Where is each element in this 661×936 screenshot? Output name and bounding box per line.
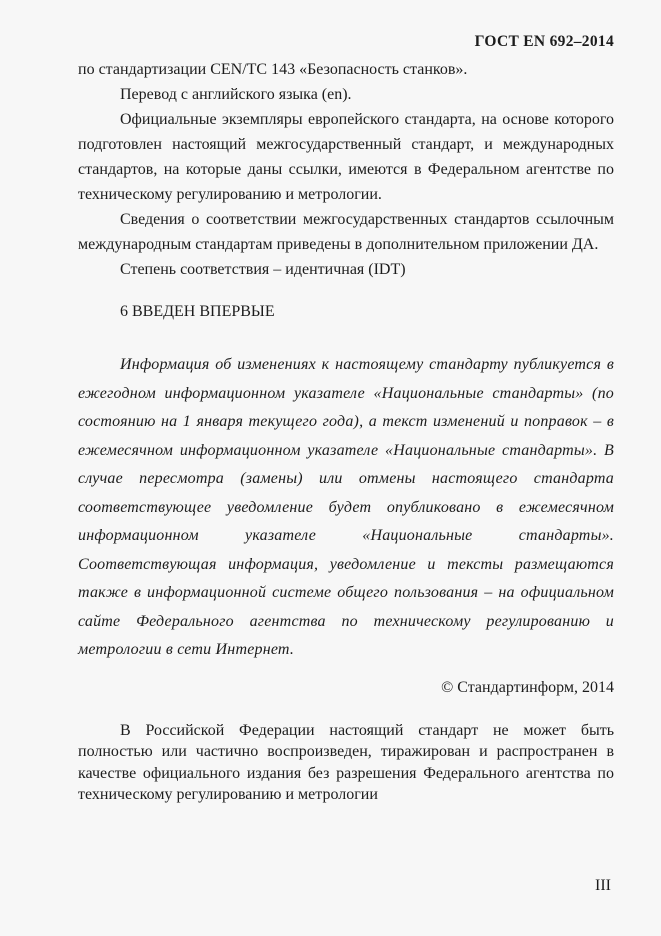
paragraph-translation: Перевод с английского языка (en). [120, 86, 352, 103]
paragraph-continuation: по стандартизации CEN/TC 143 «Безопасность станков». [78, 61, 468, 78]
paragraph-degree-of-conformity: Степень соответствия – идентичная (IDT) [120, 261, 406, 278]
page-number: III [595, 877, 611, 894]
page-content [78, 33, 614, 806]
paragraph-official-copies: Официальные экземпляры европейского стандарта, на основе которого подготовлен настоящий межгосударственный стандарт, и международных стандартов, на которые даны ссылки, имеются в Федеральном агентстве по техническому регулированию и метрологии. [78, 111, 614, 203]
paragraph-reproduction-restriction: В Российской Федерации настоящий стандарт не может быть полностью или частично воспроизведен, тиражирован и распространен в качестве официального издания без разрешения Федерального агентства по техническому регулированию и метрологии [78, 721, 614, 803]
paragraph-changes-notice: Информация об изменениях к настоящему стандарту публикуется в ежегодном информационном указателе «Национальные стандарты» (по состоянию на 1 января текущего года), а текст изменений и поправок – в ежемесячном информационном указателе «Национальные стандарты». В случае пересмотра (замены) или отмены настоящего стандарта соответствующее уведомление будет опубликовано в ежемесячном информационном указателе «Национальные стандарты». Соответствующая информация, уведомление и тексты размещаются также в информационной системе общего пользования – на официальном сайте Федерального агентства по техническому регулированию и метрологии в сети Интернет. [78, 356, 614, 658]
document-header-code: ГОСТ EN 692–2014 [474, 33, 614, 50]
paragraph-correspondence-info: Сведения о соответствии межгосударственных стандартов ссылочным международным стандартам приведены в дополнительном приложении ДА. [78, 211, 614, 253]
paragraph-introduced-first-time: 6 ВВЕДЕН ВПЕРВЫЕ [120, 303, 275, 320]
copyright-line: © Стандартинформ, 2014 [441, 678, 614, 696]
